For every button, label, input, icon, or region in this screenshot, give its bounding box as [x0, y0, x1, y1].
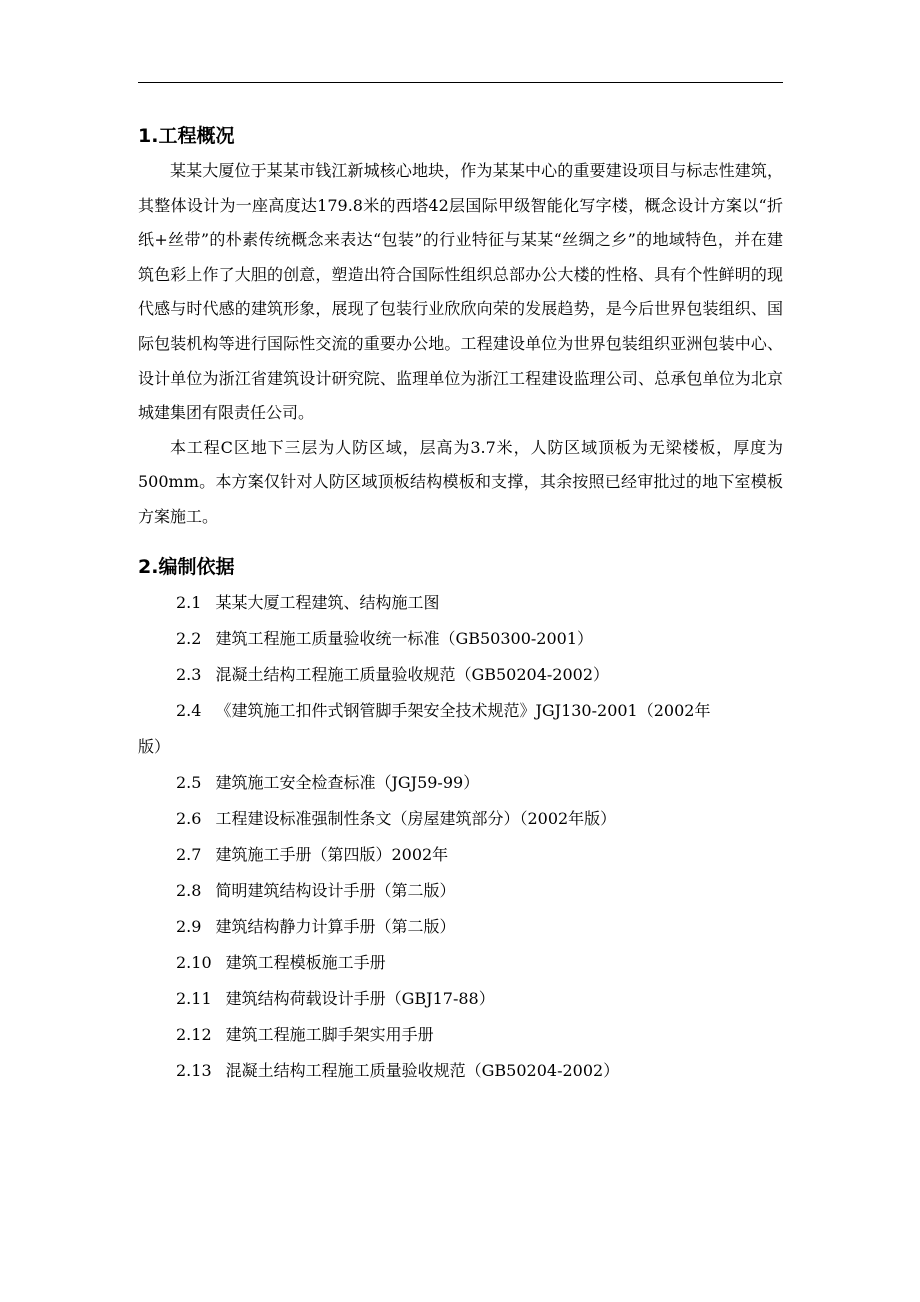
reference-item [138, 621, 783, 657]
reference-item [138, 1017, 783, 1053]
reference-text: 建筑施工手册（第四版）2002年 [215, 844, 449, 864]
reference-item [138, 657, 783, 693]
reference-text: 简明建筑结构设计手册（第二版） [215, 880, 456, 900]
reference-text: 建筑施工安全检查标准（JGJ59-99） [215, 772, 480, 792]
reference-text: 建筑结构静力计算手册（第二版） [215, 916, 456, 936]
reference-number: 2.8 [176, 880, 202, 900]
reference-item [138, 765, 783, 801]
reference-text: 混凝土结构工程施工质量验收规范（GB50204-2002） [225, 1060, 620, 1080]
reference-number: 2.9 [176, 916, 202, 936]
header-rule [138, 82, 783, 83]
reference-number: 2.11 [176, 988, 212, 1008]
reference-text: 建筑结构荷载设计手册（GBJ17-88） [225, 988, 495, 1008]
section-1-paragraph-1: 某某大厦位于某某市钱江新城核心地块，作为某某中心的重要建设项目与标志性建筑，其整体设计为一座高度达179.8米的西塔42层国际甲级智能化写字楼，概念设计方案以“折纸+丝带”的朴素传统概念来表达“包装”的行业特征与某某“丝绸之乡”的地域特色，并在建筑色彩上作了大胆的创意，塑造出符合国际性组织总部办公大楼的性格、具有个性鲜明的现代感与时代感的建筑形象，展现了包装行业欣欣向荣的发展趋势，是今后世界包装组织、国际包装机构等进行国际性交流的重要办公地。工程建设单位为世界包装组织亚洲包装中心、设计单位为浙江省建筑设计研究院、监理单位为浙江工程建设监理公司、总承包单位为北京城建集团有限责任公司。 [138, 161, 783, 423]
reference-text: 建筑工程施工脚手架实用手册 [225, 1024, 434, 1044]
reference-list [138, 585, 783, 1089]
reference-number: 2.4 [176, 700, 202, 720]
reference-item [138, 585, 783, 621]
reference-number: 2.10 [176, 952, 212, 972]
section-1-paragraph-2: 本工程C区地下三层为人防区域，层高为3.7米，人防区域顶板为无梁楼板，厚度为500mm。本方案仅针对人防区域顶板结构模板和支撑，其余按照已经审批过的地下室模板方案施工。 [138, 437, 783, 526]
reference-number: 2.1 [176, 592, 202, 612]
reference-item [138, 981, 783, 1017]
reference-number: 2.2 [176, 628, 202, 648]
reference-text-continuation: 版） [138, 736, 171, 756]
reference-number: 2.12 [176, 1024, 212, 1044]
reference-item [138, 1053, 783, 1089]
section-2-title: 2.编制依据 [138, 555, 235, 578]
document-body [138, 118, 783, 1089]
reference-item [138, 693, 783, 765]
reference-text: 《建筑施工扣件式钢管脚手架安全技术规范》JGJ130-2001（2002年 [215, 700, 711, 720]
reference-item [138, 837, 783, 873]
section-1-title: 1.工程概况 [138, 125, 235, 147]
reference-number: 2.3 [176, 664, 202, 684]
reference-text: 混凝土结构工程施工质量验收规范（GB50204-2002） [215, 664, 610, 684]
reference-text: 某某大厦工程建筑、结构施工图 [215, 592, 440, 612]
reference-item [138, 801, 783, 837]
reference-number: 2.7 [176, 844, 202, 864]
reference-item [138, 945, 783, 981]
reference-text: 建筑工程施工质量验收统一标准（GB50300-2001） [215, 628, 594, 648]
reference-text: 工程建设标准强制性条文（房屋建筑部分）（2002年版） [215, 808, 617, 828]
reference-number: 2.5 [176, 772, 202, 792]
reference-item [138, 909, 783, 945]
reference-number: 2.6 [176, 808, 202, 828]
reference-number: 2.13 [176, 1060, 212, 1080]
reference-text: 建筑工程模板施工手册 [225, 952, 386, 972]
reference-item [138, 873, 783, 909]
